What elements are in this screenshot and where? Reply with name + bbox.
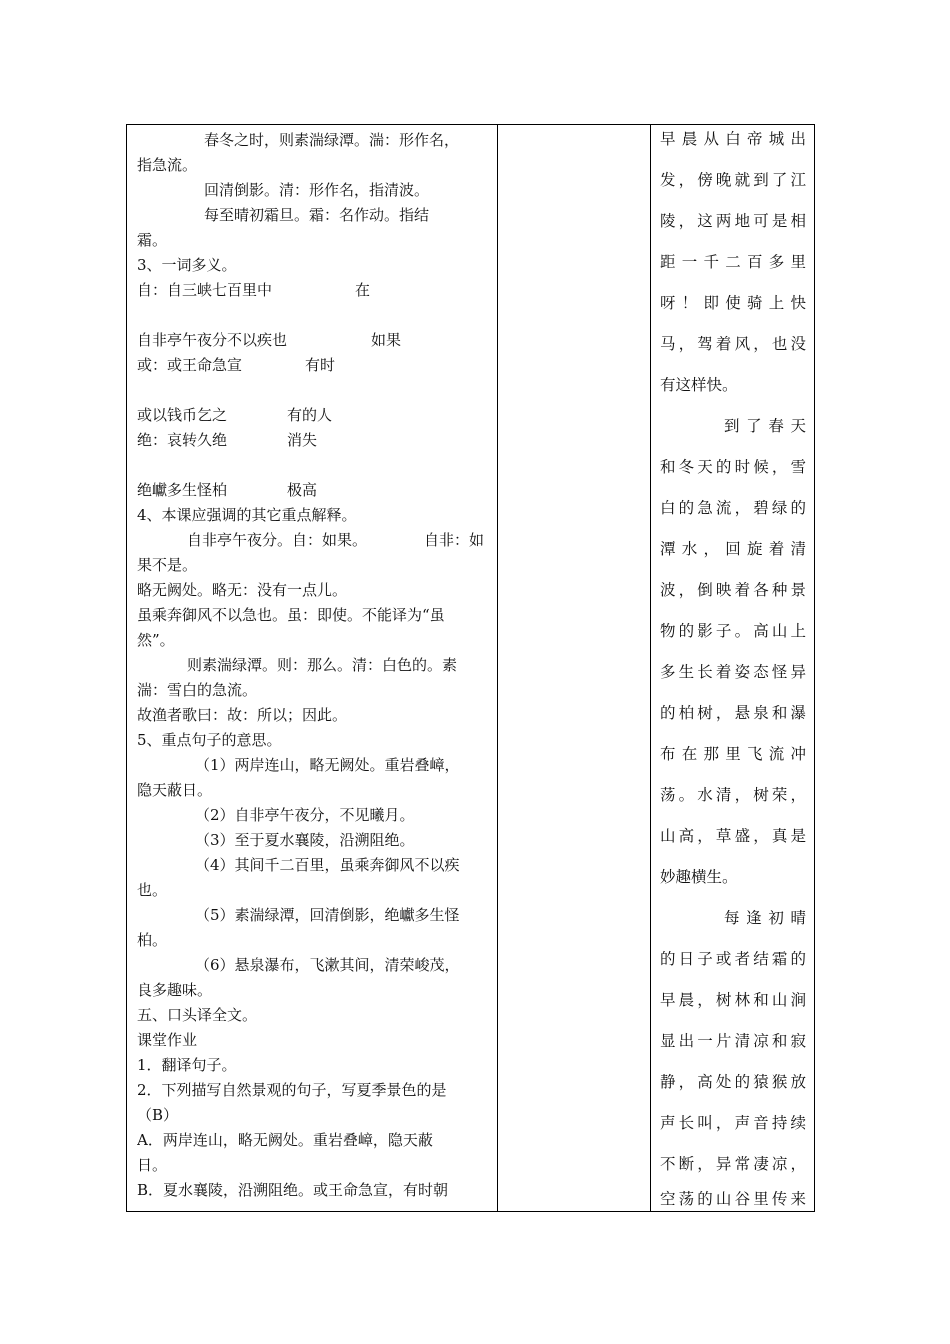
text-line: 柏。 <box>137 931 168 949</box>
notes-column <box>137 125 493 1211</box>
translation-line: 陵，这两地可是相 <box>660 212 806 230</box>
text-segment: 自非：如 <box>424 531 485 549</box>
text-line: （5）素湍绿潭，回清倒影，绝巘多生怪 <box>195 906 460 924</box>
text-line: 湍：雪白的急流。 <box>137 681 258 699</box>
text-line: （2）自非亭午夜分，不见曦月。 <box>195 806 415 824</box>
text-line: （B） <box>137 1106 179 1124</box>
text-line: 隐天蔽日。 <box>137 781 213 799</box>
text-line: （3）至于夏水襄陵，沿溯阻绝。 <box>195 831 415 849</box>
polysemy-phrase: 或以钱币乞之 <box>137 406 228 424</box>
translation-column <box>660 125 806 1211</box>
section-heading: 课堂作业 <box>137 1031 198 1049</box>
text-line: 春冬之时，则素湍绿潭。湍：形作名， <box>204 131 460 149</box>
translation-line: 布在那里飞流冲 <box>660 745 806 763</box>
translation-line: 声长叫，声音持续 <box>660 1114 806 1132</box>
section-heading: 4、本课应强调的其它重点解释。 <box>137 506 357 524</box>
translation-line: 静，高处的猿猴放 <box>660 1073 806 1091</box>
text-line: 故渔者歌曰：故：所以；因此。 <box>137 706 348 724</box>
translation-line: 的日子或者结霜的 <box>660 950 806 968</box>
text-line: 指急流。 <box>137 156 198 174</box>
text-line: 1．翻译句子。 <box>137 1056 237 1074</box>
polysemy-meaning: 消失 <box>287 431 318 449</box>
text-line: 日。 <box>137 1156 168 1174</box>
translation-line: 早晨，树林和山涧 <box>660 991 806 1009</box>
column-divider <box>497 125 498 1211</box>
text-line: （1）两岸连山，略无阙处。重岩叠嶂， <box>195 756 460 774</box>
column-divider <box>650 125 651 1211</box>
text-line: 也。 <box>137 881 168 899</box>
text-line: 良多趣味。 <box>137 981 213 999</box>
document-table <box>126 124 815 1212</box>
translation-line: 多生长着姿态怪异 <box>660 663 806 681</box>
text-line: A．两岸连山，略无阙处。重岩叠嶂，隐天蔽 <box>137 1131 433 1149</box>
translation-line: 山高，草盛，真是 <box>660 827 806 845</box>
translation-line: 和冬天的时候，雪 <box>660 458 806 476</box>
section-heading: 五、口头译全文。 <box>137 1006 258 1024</box>
text-line: 则素湍绿潭。则：那么。清：白色的。素 <box>187 656 458 674</box>
translation-line: 距一千二百多里 <box>660 253 806 271</box>
translation-line: 白的急流，碧绿的 <box>660 499 806 517</box>
translation-line: 呀！即使骑上快 <box>660 294 806 312</box>
text-line: B．夏水襄陵，沿溯阻绝。或王命急宣，有时朝 <box>137 1181 449 1199</box>
translation-line: 每逢初晴 <box>724 909 806 927</box>
translation-line: 妙趣横生。 <box>660 868 738 886</box>
translation-line: 马，驾着风，也没 <box>660 335 806 353</box>
translation-line: 显出一片清凉和寂 <box>660 1032 806 1050</box>
polysemy-meaning: 极高 <box>287 481 318 499</box>
translation-line: 潭水，回旋着清 <box>660 540 806 558</box>
polysemy-meaning: 有时 <box>305 356 336 374</box>
translation-line: 物的影子。高山上 <box>660 622 806 640</box>
polysemy-meaning: 在 <box>355 281 371 299</box>
text-line: 2．下列描写自然景观的句子，写夏季景色的是 <box>137 1081 447 1099</box>
empty-column <box>499 125 649 1211</box>
translation-line: 早晨从白帝城出 <box>660 130 806 148</box>
translation-line: 有这样快。 <box>660 376 738 394</box>
translation-line: 波，倒映着各种景 <box>660 581 806 599</box>
translation-line: 的柏树，悬泉和瀑 <box>660 704 806 722</box>
polysemy-phrase: 绝：哀转久绝 <box>137 431 228 449</box>
section-heading: 3、一词多义。 <box>137 256 237 274</box>
text-line: 霜。 <box>137 231 168 249</box>
text-line: 虽乘奔御风不以急也。虽：即使。不能译为“虽 <box>137 606 445 624</box>
polysemy-phrase: 或：或王命急宣 <box>137 356 243 374</box>
text-line: 略无阙处。略无：没有一点儿。 <box>137 581 348 599</box>
translation-line: 荡。水清，树荣， <box>660 786 806 804</box>
translation-line: 不断，异常凄凉， <box>660 1155 806 1173</box>
text-line: 每至晴初霜旦。霜：名作动。指结 <box>204 206 430 224</box>
translation-line: 到了春天 <box>724 417 806 435</box>
polysemy-phrase: 自：自三峡七百里中 <box>137 281 273 299</box>
text-segment: 自非亭午夜分。自：如果。 <box>187 531 368 549</box>
section-heading: 5、重点句子的意思。 <box>137 731 282 749</box>
translation-line: 空荡的山谷里传来 <box>660 1190 806 1208</box>
text-line: 果不是。 <box>137 556 198 574</box>
polysemy-meaning: 有的人 <box>287 406 333 424</box>
translation-line: 发，傍晚就到了江 <box>660 171 806 189</box>
text-line: 回清倒影。清：形作名，指清波。 <box>204 181 430 199</box>
text-line: （4）其间千二百里，虽乘奔御风不以疾 <box>195 856 460 874</box>
text-line: 然”。 <box>137 631 175 649</box>
polysemy-meaning: 如果 <box>371 331 402 349</box>
polysemy-phrase: 绝巘多生怪柏 <box>137 481 228 499</box>
polysemy-phrase: 自非亭午夜分不以疾也 <box>137 331 288 349</box>
text-line: （6）悬泉瀑布，飞漱其间，清荣峻茂， <box>195 956 460 974</box>
